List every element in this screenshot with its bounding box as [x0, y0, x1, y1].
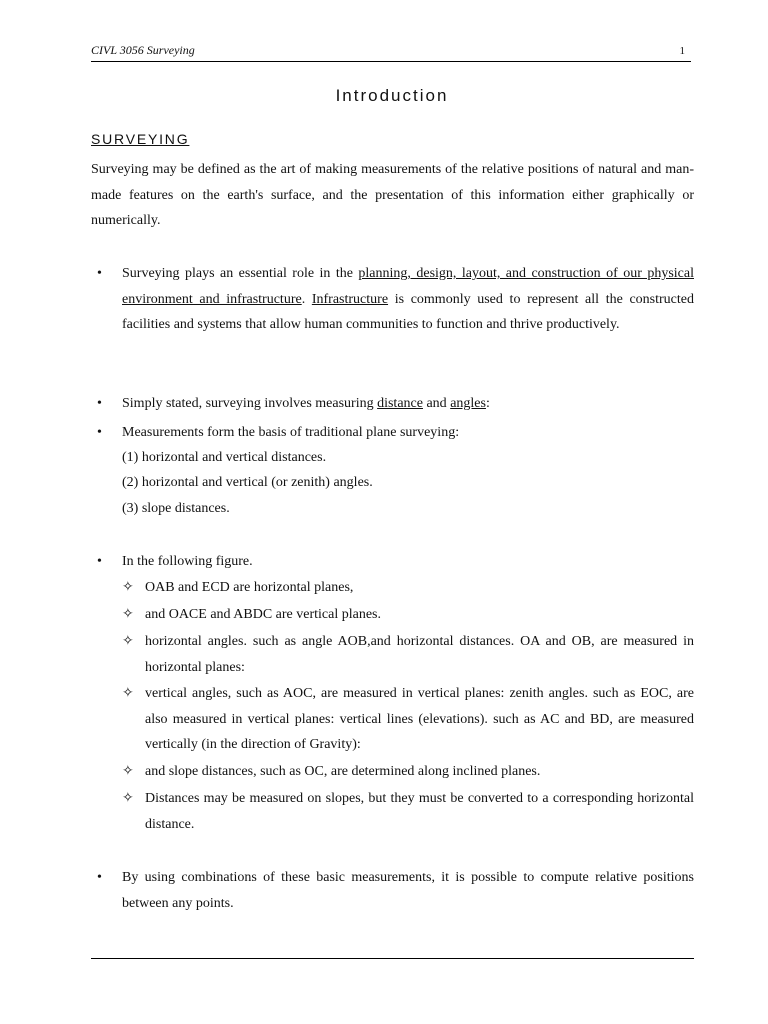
section-heading: SURVEYING [91, 131, 190, 147]
bullet-text: : [485, 396, 490, 411]
star-bullet-icon: ✧ [122, 764, 134, 779]
list-item: (2) horizontal and vertical (or zenith) angles. [122, 475, 373, 490]
list-item: vertical angles, such as AOC, are measured in vertical planes: zenith angles. such as EOC, are also measured in vertical planes: vertical lines (elevations). such as AC and BD, are measured vertically (in the direction of Gravity): [145, 686, 694, 752]
bullet-text: Surveying plays an essential role in the [122, 266, 359, 281]
bullet-icon: • [97, 266, 102, 281]
page-number: 1 [679, 45, 685, 57]
underlined-term: distance [377, 396, 423, 411]
star-bullet-icon: ✧ [122, 634, 134, 649]
course-title: CIVL 3056 Surveying [91, 43, 195, 57]
bullet-icon: • [97, 554, 102, 569]
page-title: Introduction [335, 86, 449, 105]
star-bullet-icon: ✧ [122, 580, 134, 595]
bullet-text: . [301, 291, 312, 307]
underlined-text: planning, design, layout, and construction of our physical environment and infrastructure [122, 266, 694, 307]
list-item: OAB and ECD are horizontal planes, [145, 580, 354, 595]
bullet-icon: • [97, 396, 102, 411]
bullet-icon: • [97, 425, 102, 440]
list-item: and OACE and ABDC are vertical planes. [145, 607, 381, 622]
list-item: and slope distances, such as OC, are determined along inclined planes. [145, 764, 541, 779]
underlined-term: Infrastructure [311, 291, 389, 307]
bullet-figure: In the following figure. [122, 554, 253, 569]
page-header [91, 43, 691, 62]
bullet-icon: • [97, 870, 102, 885]
star-bullet-icon: ✧ [122, 607, 134, 622]
list-item: (3) slope distances. [122, 501, 230, 516]
star-bullet-icon: ✧ [122, 791, 134, 806]
bullet-measuring [122, 391, 694, 417]
intro-paragraph: Surveying may be defined as the art of making measurements of the relative positions of natural and man-made features on the earth's surface, and the presentation of this information either graphically or numerically. [91, 162, 694, 228]
footer-rule [91, 958, 694, 959]
underlined-term: angles [450, 396, 486, 411]
bullet-combinations: By using combinations of these basic measurements, it is possible to compute relative positions between any points. [122, 870, 694, 911]
bullet-text: Simply stated, surveying involves measuring [122, 396, 378, 411]
bullet-infrastructure [122, 261, 694, 338]
list-item: horizontal angles. such as angle AOB,and horizontal distances. OA and OB, are measured in horizontal planes: [145, 634, 694, 675]
bullet-text: and [422, 396, 451, 411]
bullet-text: is commonly used to represent all the constructed facilities and systems that allow human communities to function and thrive productively. [122, 291, 694, 332]
star-bullet-icon: ✧ [122, 686, 134, 701]
bullet-measurements: Measurements form the basis of traditional plane surveying: [122, 425, 460, 440]
list-item: Distances may be measured on slopes, but they must be converted to a corresponding horizontal distance. [145, 791, 694, 832]
list-item: (1) horizontal and vertical distances. [122, 450, 327, 465]
